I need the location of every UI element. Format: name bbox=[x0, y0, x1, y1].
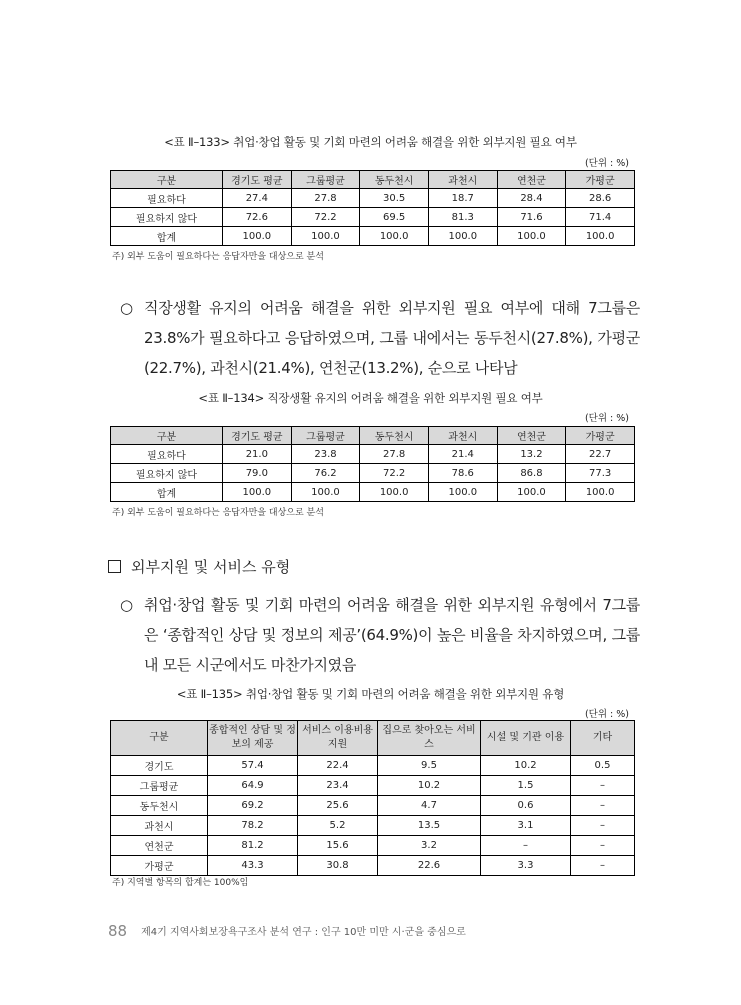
table-cell: 27.8 bbox=[360, 445, 429, 464]
column-header: 구분 bbox=[111, 721, 208, 756]
table-cell: 100.0 bbox=[291, 227, 360, 246]
table-cell: – bbox=[571, 856, 635, 876]
section-heading bbox=[108, 556, 290, 577]
row-label: 필요하지 않다 bbox=[111, 208, 223, 227]
footer-title: 제4기 지역사회보장욕구조사 분석 연구 : 인구 10만 미만 시·군을 중심으로 bbox=[141, 927, 466, 938]
table-cell: 28.4 bbox=[497, 189, 566, 208]
table-row bbox=[111, 445, 635, 464]
table-cell: 13.5 bbox=[378, 816, 481, 836]
table2-header-row bbox=[111, 427, 635, 445]
column-header: 가평군 bbox=[566, 171, 635, 189]
table-cell: 22.4 bbox=[298, 756, 378, 776]
table-cell: 78.6 bbox=[428, 464, 497, 483]
table-cell: 23.4 bbox=[298, 776, 378, 796]
table-cell: 3.2 bbox=[378, 836, 481, 856]
table-cell: 78.2 bbox=[208, 816, 298, 836]
column-header: 가평군 bbox=[566, 427, 635, 445]
table-cell: 100.0 bbox=[360, 227, 429, 246]
table-cell: 81.2 bbox=[208, 836, 298, 856]
paragraph-1-text: 직장생활 유지의 어려움 해결을 위한 외부지원 필요 여부에 대해 7그룹은 23.8%가 필요하다고 응답하였으며, 그룹 내에서는 동두천시(27.8%), 가평군(22.7%), 과천시(21.4%), 연천군(13.2%), 순으로 나타남 bbox=[144, 299, 640, 377]
table-cell: 21.4 bbox=[428, 445, 497, 464]
row-label: 가평군 bbox=[111, 856, 208, 876]
column-header: 서비스 이용비용 지원 bbox=[298, 721, 378, 756]
column-header: 구분 bbox=[111, 171, 223, 189]
column-header: 기타 bbox=[571, 721, 635, 756]
table-cell: 27.4 bbox=[223, 189, 292, 208]
table-cell: – bbox=[571, 816, 635, 836]
row-label: 그룹평균 bbox=[111, 776, 208, 796]
table-cell: 64.9 bbox=[208, 776, 298, 796]
table-cell: 15.6 bbox=[298, 836, 378, 856]
column-header: 경기도 평균 bbox=[223, 171, 292, 189]
paragraph-1 bbox=[120, 293, 640, 383]
row-label: 합계 bbox=[111, 483, 223, 502]
table-cell: 100.0 bbox=[428, 227, 497, 246]
table1-note: 주) 외부 도움이 필요하다는 응답자만을 대상으로 분석 bbox=[112, 252, 324, 262]
checkbox-square-icon bbox=[108, 560, 121, 573]
table1-header-row bbox=[111, 171, 635, 189]
table-cell: 10.2 bbox=[378, 776, 481, 796]
row-label: 필요하다 bbox=[111, 189, 223, 208]
table3-caption: <표 Ⅱ–135> 취업·창업 활동 및 기회 마련의 어려움 해결을 위한 외부지원 유형 bbox=[176, 687, 565, 701]
table-cell: 71.4 bbox=[566, 208, 635, 227]
table-cell: – bbox=[481, 836, 571, 856]
table-cell: 4.7 bbox=[378, 796, 481, 816]
table-cell: 23.8 bbox=[291, 445, 360, 464]
row-label: 경기도 bbox=[111, 756, 208, 776]
table-cell: 100.0 bbox=[566, 483, 635, 502]
table-cell: 69.5 bbox=[360, 208, 429, 227]
table-cell: 3.3 bbox=[481, 856, 571, 876]
section-heading-text: 외부지원 및 서비스 유형 bbox=[131, 558, 291, 576]
table2 bbox=[110, 426, 635, 502]
table-cell: 100.0 bbox=[566, 227, 635, 246]
table-cell: 28.6 bbox=[566, 189, 635, 208]
table-cell: 13.2 bbox=[497, 445, 566, 464]
table-cell: 71.6 bbox=[497, 208, 566, 227]
table-cell: – bbox=[571, 836, 635, 856]
table-cell: 100.0 bbox=[223, 483, 292, 502]
table1-caption: <표 Ⅱ–133> 취업·창업 활동 및 기회 마련의 어려움 해결을 위한 외부지원 필요 여부 bbox=[164, 135, 577, 149]
table-cell: 3.1 bbox=[481, 816, 571, 836]
column-header: 종합적인 상담 및 정보의 제공 bbox=[208, 721, 298, 756]
row-label: 필요하지 않다 bbox=[111, 464, 223, 483]
table-cell: 81.3 bbox=[428, 208, 497, 227]
table-row bbox=[111, 483, 635, 502]
table-row bbox=[111, 208, 635, 227]
table-cell: 30.5 bbox=[360, 189, 429, 208]
table-cell: 100.0 bbox=[497, 483, 566, 502]
table-cell: 100.0 bbox=[223, 227, 292, 246]
table3 bbox=[110, 720, 635, 876]
table2-unit: (단위 : %) bbox=[584, 413, 629, 424]
table-cell: 69.2 bbox=[208, 796, 298, 816]
column-header: 경기도 평균 bbox=[223, 427, 292, 445]
bullet-circle: ○ bbox=[120, 596, 133, 614]
bullet-circle: ○ bbox=[120, 299, 133, 317]
table-cell: 100.0 bbox=[497, 227, 566, 246]
page-number: 88 bbox=[108, 922, 128, 940]
table2-note: 주) 외부 도움이 필요하다는 응답자만을 대상으로 분석 bbox=[112, 508, 324, 518]
table-cell: 100.0 bbox=[291, 483, 360, 502]
table-cell: – bbox=[571, 796, 635, 816]
table-cell: 9.5 bbox=[378, 756, 481, 776]
table-row bbox=[111, 856, 635, 876]
table-row bbox=[111, 836, 635, 856]
column-header: 그룹평균 bbox=[291, 171, 360, 189]
table-cell: 72.2 bbox=[360, 464, 429, 483]
row-label: 필요하다 bbox=[111, 445, 223, 464]
table-cell: 43.3 bbox=[208, 856, 298, 876]
row-label: 과천시 bbox=[111, 816, 208, 836]
table-cell: 22.6 bbox=[378, 856, 481, 876]
table-cell: 0.5 bbox=[571, 756, 635, 776]
column-header: 동두천시 bbox=[360, 427, 429, 445]
column-header: 동두천시 bbox=[360, 171, 429, 189]
table1 bbox=[110, 170, 635, 246]
row-label: 연천군 bbox=[111, 836, 208, 856]
table-cell: 18.7 bbox=[428, 189, 497, 208]
table-cell: 77.3 bbox=[566, 464, 635, 483]
paragraph-2 bbox=[120, 590, 640, 680]
paragraph-2-text: 취업·창업 활동 및 기회 마련의 어려움 해결을 위한 외부지원 유형에서 7그룹은 ‘종합적인 상담 및 정보의 제공’(64.9%)이 높은 비율을 차지하였으며, 그룹 내 모든 시군에서도 마찬가지였음 bbox=[144, 596, 640, 674]
table-row bbox=[111, 816, 635, 836]
table1-unit: (단위 : %) bbox=[584, 158, 629, 169]
table-cell: 30.8 bbox=[298, 856, 378, 876]
column-header: 연천군 bbox=[497, 427, 566, 445]
column-header: 연천군 bbox=[497, 171, 566, 189]
table-row bbox=[111, 227, 635, 246]
table-cell: 72.2 bbox=[291, 208, 360, 227]
row-label: 동두천시 bbox=[111, 796, 208, 816]
row-label: 합계 bbox=[111, 227, 223, 246]
table-row bbox=[111, 776, 635, 796]
table-cell: 76.2 bbox=[291, 464, 360, 483]
table-cell: 1.5 bbox=[481, 776, 571, 796]
page-footer bbox=[108, 922, 466, 940]
table-row bbox=[111, 756, 635, 776]
column-header: 시설 및 기관 이용 bbox=[481, 721, 571, 756]
column-header: 집으로 찾아오는 서비스 bbox=[378, 721, 481, 756]
table-cell: 86.8 bbox=[497, 464, 566, 483]
table-cell: 0.6 bbox=[481, 796, 571, 816]
table-cell: 100.0 bbox=[360, 483, 429, 502]
table-cell: 5.2 bbox=[298, 816, 378, 836]
table-cell: 25.6 bbox=[298, 796, 378, 816]
table3-note: 주) 지역별 항목의 합계는 100%임 bbox=[112, 878, 249, 888]
table2-caption: <표 Ⅱ–134> 직장생활 유지의 어려움 해결을 위한 외부지원 필요 여부 bbox=[198, 391, 543, 405]
table-cell: 27.8 bbox=[291, 189, 360, 208]
column-header: 과천시 bbox=[428, 427, 497, 445]
table-cell: 10.2 bbox=[481, 756, 571, 776]
table-cell: 22.7 bbox=[566, 445, 635, 464]
table-row bbox=[111, 796, 635, 816]
table3-header-row bbox=[111, 721, 635, 756]
table-cell: 57.4 bbox=[208, 756, 298, 776]
table3-unit: (단위 : %) bbox=[584, 709, 629, 720]
table-cell: 100.0 bbox=[428, 483, 497, 502]
column-header: 구분 bbox=[111, 427, 223, 445]
table-cell: 72.6 bbox=[223, 208, 292, 227]
column-header: 그룹평균 bbox=[291, 427, 360, 445]
table-cell: 79.0 bbox=[223, 464, 292, 483]
table-cell: 21.0 bbox=[223, 445, 292, 464]
table-row bbox=[111, 464, 635, 483]
table-row bbox=[111, 189, 635, 208]
table-cell: – bbox=[571, 776, 635, 796]
column-header: 과천시 bbox=[428, 171, 497, 189]
